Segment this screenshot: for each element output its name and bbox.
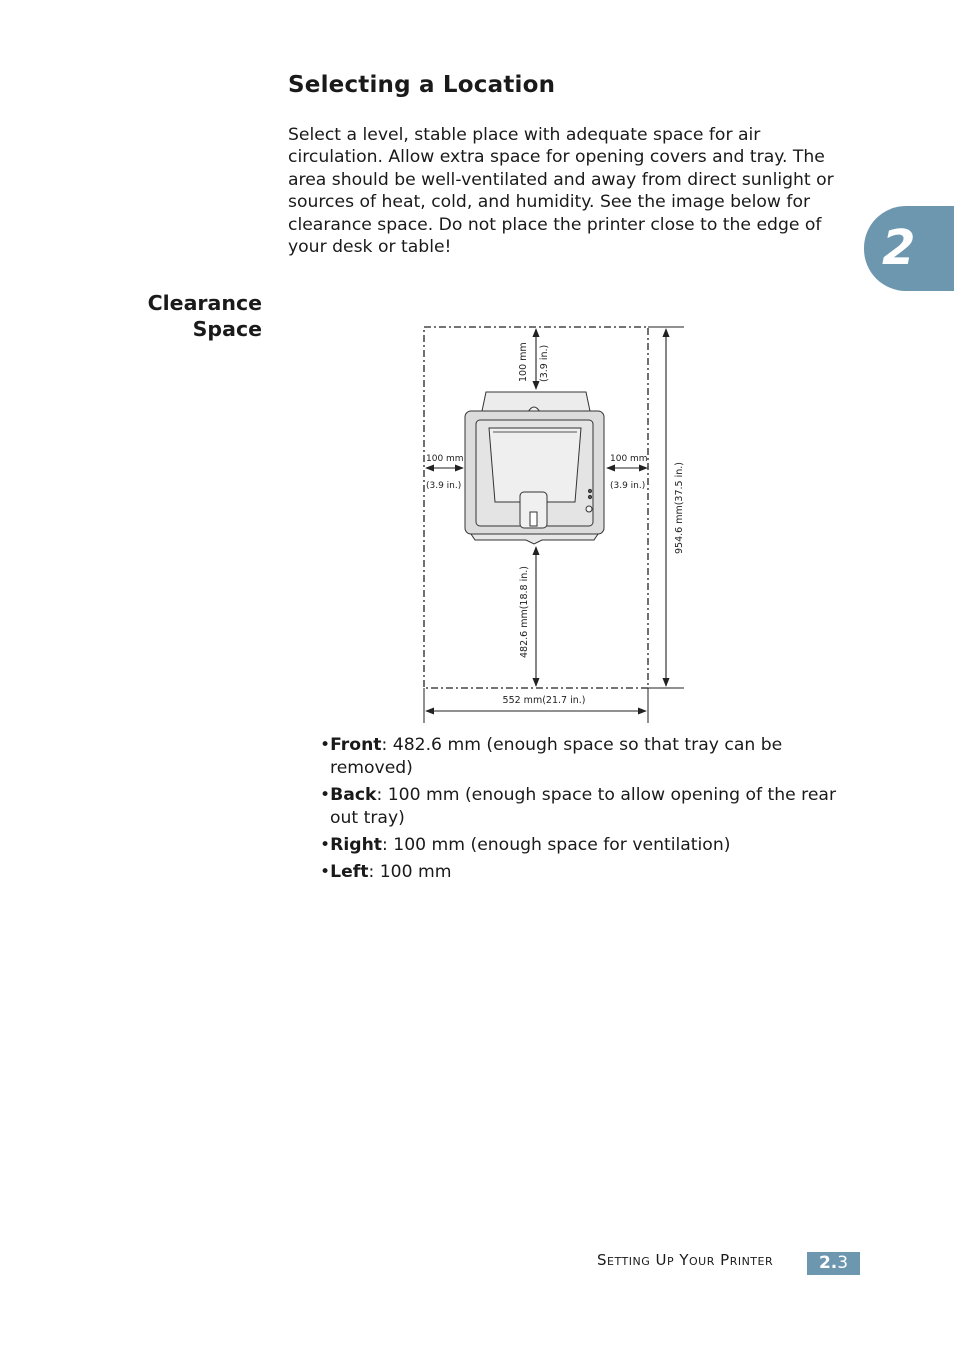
front-clearance-label: 482.6 mm(18.8 in.) xyxy=(519,566,530,658)
printer-illustration xyxy=(465,392,604,544)
list-item-text: : 100 mm (enough space for ventilation) xyxy=(382,835,731,855)
right-clearance-mm: 100 mm xyxy=(610,454,648,464)
list-item-text: : 100 mm xyxy=(368,862,452,882)
list-item-term: Left xyxy=(330,862,369,882)
depth-dimension-label: 954.6 mm(37.5 in.) xyxy=(674,462,685,554)
side-heading-line-1: Clearance xyxy=(147,291,262,315)
list-item: •Front: 482.6 mm (enough space so that tray can be removed) xyxy=(320,735,783,778)
side-heading-line-2: Space xyxy=(192,317,262,341)
paper-output-slot xyxy=(489,428,581,502)
list-item: •Back: 100 mm (enough space to allow opening of the rear out tray) xyxy=(320,785,837,828)
chapter-tab: 2 xyxy=(864,206,954,291)
left-clearance-mm: 100 mm xyxy=(426,454,464,464)
list-item-term: Back xyxy=(330,785,377,805)
list-item: •Left: 100 mm xyxy=(320,862,452,882)
front-tray xyxy=(471,534,598,544)
list-item-text: : 100 mm (enough space to allow opening of the rear out tray) xyxy=(330,785,837,828)
list-item: •Right: 100 mm (enough space for ventilation) xyxy=(320,835,731,855)
page-number xyxy=(807,1252,860,1275)
power-button xyxy=(586,506,592,512)
page-number-major: 2. xyxy=(818,1253,838,1273)
back-clearance-mm: 100 mm xyxy=(518,342,529,382)
intro-paragraph: Select a level, stable place with adequate space for air circulation. Allow extra space for opening covers and tray. The area should be well-ventilated and away from direct sunlight or sources of heat, cold, and humidity. See the image below for clearance space. Do not place the printer close to the edge of your desk or table! xyxy=(288,125,834,258)
right-clearance-in: (3.9 in.) xyxy=(610,481,646,491)
status-led-2 xyxy=(588,495,591,498)
footer-section-title: Setting Up Your Printer xyxy=(597,1251,774,1269)
page-number-minor: 3 xyxy=(837,1253,849,1273)
left-clearance-in: (3.9 in.) xyxy=(426,481,462,491)
clearance-list xyxy=(320,734,860,888)
list-item-term: Right xyxy=(330,835,383,855)
list-item-term: Front xyxy=(330,735,382,755)
list-item-text: : 482.6 mm (enough space so that tray can be removed) xyxy=(330,735,783,778)
back-clearance-in: (3.9 in.) xyxy=(539,344,550,382)
width-dimension-label: 552 mm(21.7 in.) xyxy=(502,695,586,706)
status-led-1 xyxy=(588,489,591,492)
section-title: Selecting a Location xyxy=(288,72,556,98)
